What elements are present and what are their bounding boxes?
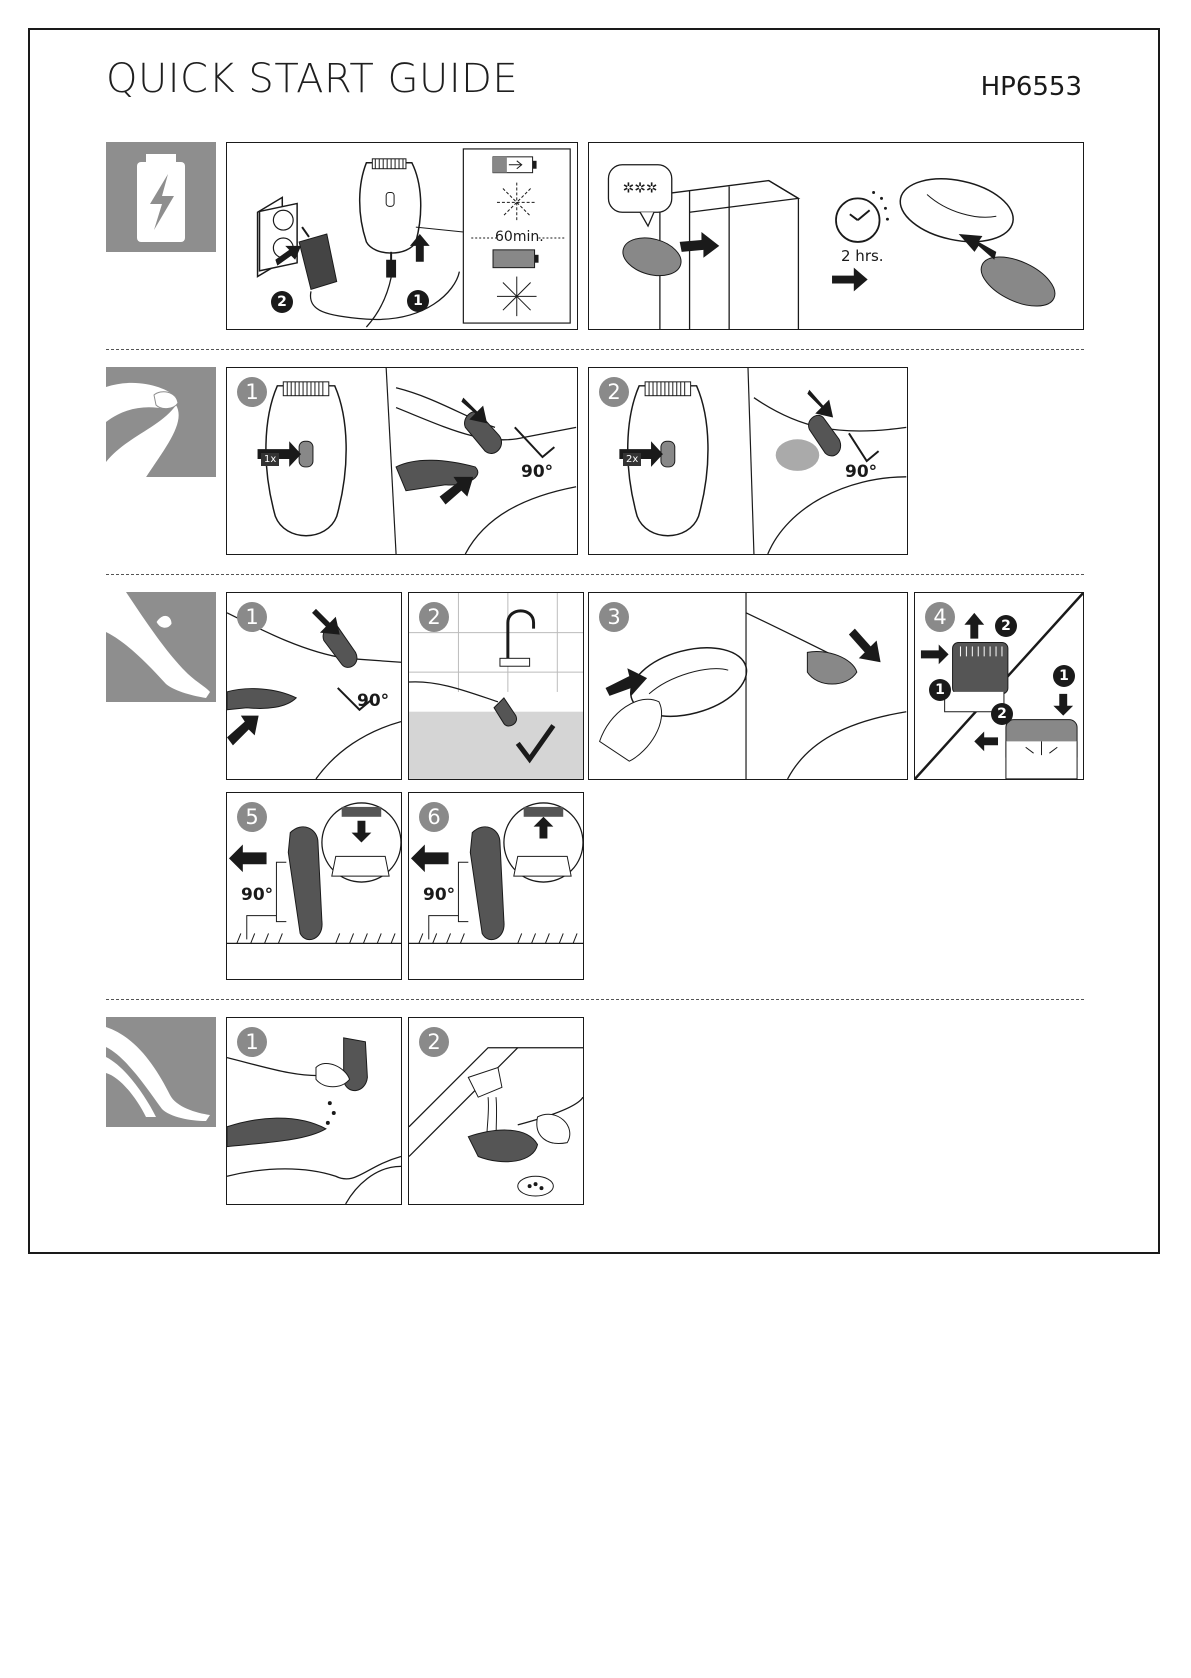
angle-label: 90° — [423, 885, 456, 905]
angle-label: 90° — [521, 462, 554, 482]
step-badge-1: 1 — [407, 290, 429, 312]
section-divider — [106, 574, 1084, 575]
angle-label: 90° — [357, 691, 390, 711]
step-number: 1 — [237, 1027, 267, 1057]
shave-step-4-panel — [914, 592, 1084, 780]
section-divider — [106, 999, 1084, 1000]
leg-hand-icon — [106, 367, 216, 477]
charging-panel — [226, 142, 578, 330]
svg-text:✲✲✲: ✲✲✲ — [622, 180, 658, 197]
freezer-panel — [588, 142, 1084, 330]
step-badge-1: 1 — [1053, 665, 1075, 687]
step-number: 1 — [237, 602, 267, 632]
shave-step-6-panel — [408, 792, 584, 980]
shave-step-1-panel — [226, 592, 402, 780]
shave-step-2-panel — [408, 592, 584, 780]
shave-step-3-panel — [588, 592, 908, 780]
step-badge-2: 2 — [995, 615, 1017, 637]
model-number: HP6553 — [980, 72, 1082, 102]
step-number: 5 — [237, 802, 267, 832]
step-number: 1 — [237, 377, 267, 407]
leg-foot-icon — [106, 592, 216, 702]
step-badge-2: 2 — [271, 291, 293, 313]
care-step-2-panel — [408, 1017, 584, 1205]
step-number: 3 — [599, 602, 629, 632]
press-once-label: 1x — [261, 453, 279, 466]
care-step-1-panel — [226, 1017, 402, 1205]
step-badge-2: 2 — [991, 703, 1013, 725]
section-divider — [106, 349, 1084, 350]
charge-duration-label: 60min. — [495, 229, 544, 245]
cooling-time-label: 2 hrs. — [841, 247, 884, 265]
leg-pointed-icon — [106, 1017, 216, 1127]
angle-label: 90° — [845, 462, 878, 482]
step-number: 4 — [925, 602, 955, 632]
step-number: 2 — [599, 377, 629, 407]
battery-charge-icon — [106, 142, 216, 252]
step-badge-1: 1 — [929, 679, 951, 701]
press-twice-label: 2x — [623, 453, 641, 466]
epilate-step-2-panel — [588, 367, 908, 555]
page-title: QUICK START GUIDE — [106, 56, 519, 102]
shave-step-5-panel — [226, 792, 402, 980]
step-number: 2 — [419, 602, 449, 632]
step-number: 2 — [419, 1027, 449, 1057]
epilate-step-1-panel — [226, 367, 578, 555]
angle-label: 90° — [241, 885, 274, 905]
step-number: 6 — [419, 802, 449, 832]
